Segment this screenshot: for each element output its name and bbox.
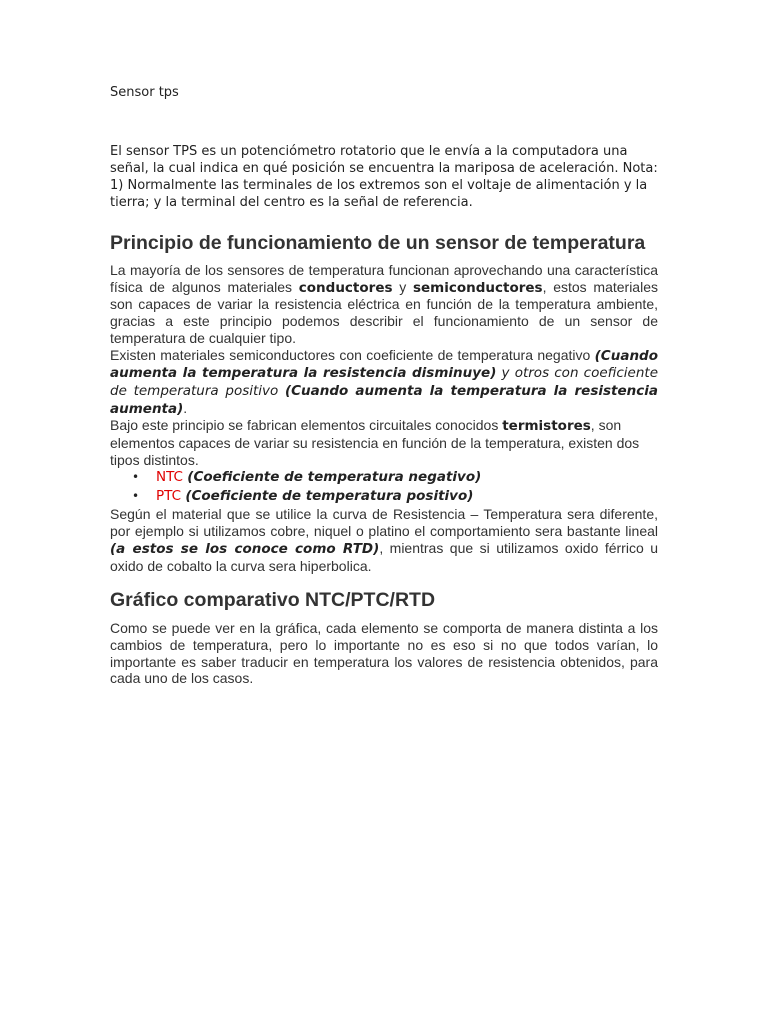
paragraph-coefficients (110, 347, 658, 418)
abbr-ptc: PTC (156, 488, 182, 505)
desc-ptc: (Coeficiente de temperatura positivo) (185, 488, 474, 505)
section-heading-graph: Gráfico comparativo NTC/PTC/RTD (110, 589, 436, 612)
document-content (110, 84, 658, 687)
desc-ntc: (Coeficiente de temperatura negativo) (187, 469, 482, 486)
list-item-ptc (132, 487, 658, 506)
abbr-ntc: NTC (156, 469, 183, 486)
paragraph-coefficients-text-a: Existen materiales semiconductores con coeficiente de temperatura negativo (110, 346, 595, 363)
paragraph-materials-text-e: , estos materiales son capaces de variar la resistencia eléctrica en función de la temperatura ambiente, gracias a este principio podemos describir el funcionamiento de un sensor de temperatura de cualquier tipo. (110, 278, 658, 346)
paragraph-thermistors (110, 417, 658, 468)
paragraph-thermistors-text-a: Bajo este principio se fabrican elementos circuitales conocidos (110, 417, 503, 434)
term-semiconductores: semiconductores (412, 279, 543, 296)
paragraph-coefficients-text-e: . (183, 399, 188, 416)
term-conductores: conductores (298, 279, 393, 296)
note-positive-coefficient: (Cuando aumenta la temperatura la resistencia aumenta) (110, 382, 658, 417)
paragraph-graph: Como se puede ver en la gráfica, cada elemento se comporta de manera distinta a los cambios de temperatura, pero lo importante no es eso si no que todos varían, lo importante es saber traducir en temperatura los valores de resistencia obtenidos, para cada uno de los casos. (110, 620, 658, 687)
bullet-icon: • (132, 489, 140, 504)
paragraph-coefficients-text-c: y otros con coeficiente de temperatura positivo (110, 365, 659, 399)
paragraph-curve (110, 506, 658, 574)
paragraph-materials-text-a: La mayoría de los sensores de temperatura funcionan aprovechando una característica física de algunos materiales (110, 262, 658, 295)
paragraph-thermistors-text-c: , son elementos capaces de variar su resistencia en función de la temperatura, existen dos tipos distintos. (110, 417, 640, 468)
paragraph-curve-text-a: Según el material que se utilice la curva de Resistencia – Temperatura sera diferente, por ejemplo si utilizamos cobre, niquel o platino el comportamiento sera bastante lineal (110, 506, 658, 540)
term-termistores: termistores (502, 418, 591, 435)
note-negative-coefficient: (Cuando aumenta la temperatura la resistencia disminuye) (110, 347, 658, 382)
section-heading-principle: Principio de funcionamiento de un sensor de temperatura (110, 232, 646, 254)
bullet-icon: • (132, 470, 140, 485)
paragraph-materials-text-c: y (392, 278, 413, 295)
paragraph-materials (110, 262, 658, 347)
paragraph-curve-text-c: , mientras que si utilizamos oxido férrico u oxido de cobalto la curva sera hiperbolica. (110, 539, 658, 574)
note-rtd: (a estos se los conoce como RTD) (110, 540, 380, 557)
document-title: Sensor tps (110, 85, 179, 100)
intro-paragraph: El sensor TPS es un potenciómetro rotatorio que le envía a la computadora una señal, la cual indica en qué posición se encuentra la mariposa de aceleración. Nota: 1) Normalmente las terminales de los extremos son el voltaje de alimentación y la tierra; y la terminal del centro es la señal de referencia. (110, 144, 658, 210)
list-item-ntc (132, 468, 658, 487)
thermistor-type-list (110, 468, 658, 506)
